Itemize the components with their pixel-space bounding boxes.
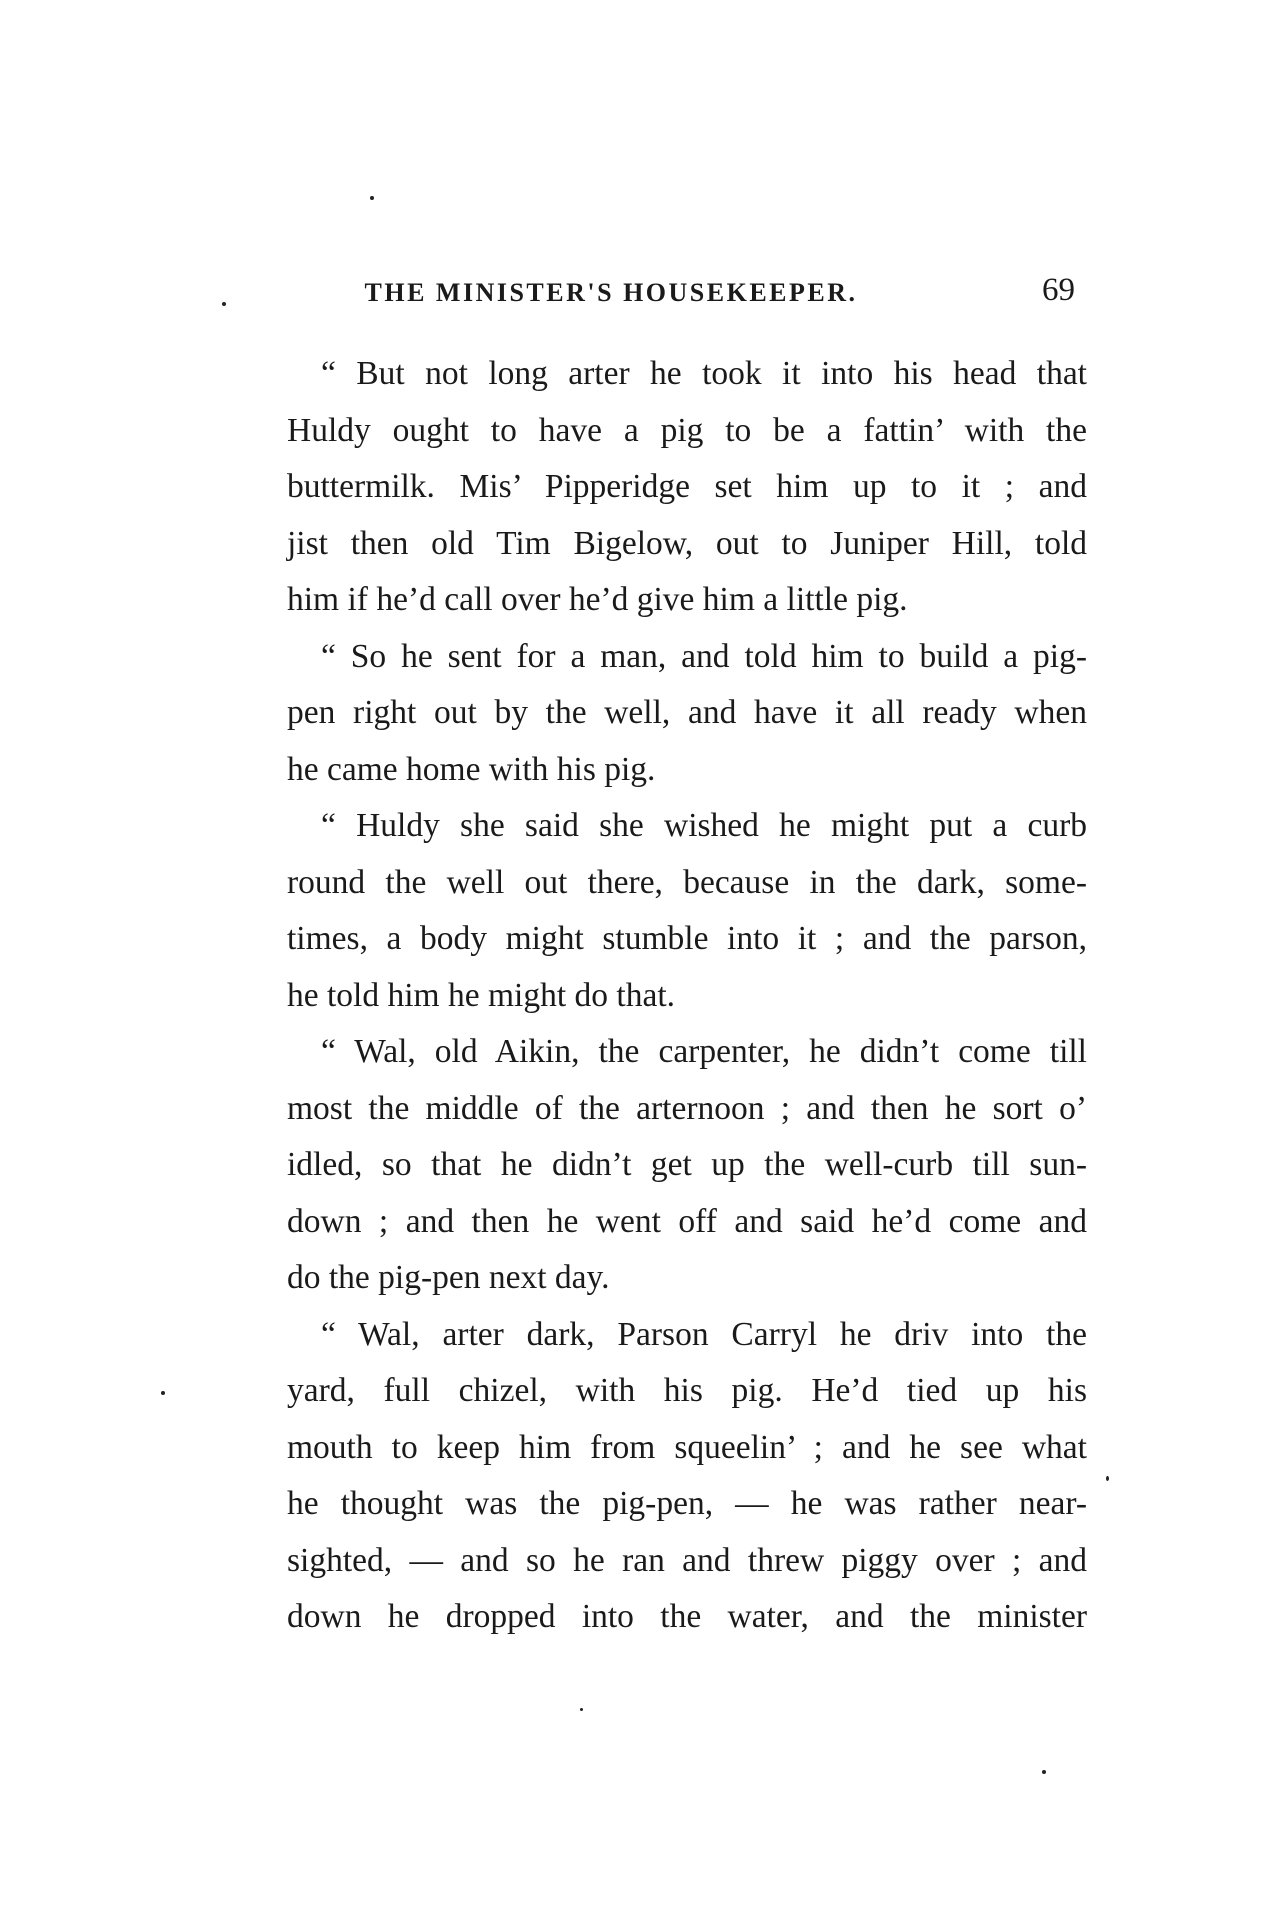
text-line: round the well out there, because in the dark, some- bbox=[287, 863, 1087, 901]
page-number: 69 bbox=[1042, 272, 1075, 308]
text-line: “ Huldy she said she wished he might put a curb bbox=[321, 807, 1087, 844]
text-line: buttermilk. Mis’ Pipperidge set him up to it ; and bbox=[287, 468, 1087, 505]
running-head bbox=[287, 272, 1087, 312]
text-line: mouth to keep him from squeelin’ ; and he see what bbox=[287, 1428, 1087, 1466]
text-line: times, a body might stumble into it ; and the parson, bbox=[287, 920, 1087, 957]
text-line: he told him he might do that. bbox=[287, 976, 675, 1014]
scan-speck bbox=[1042, 1770, 1046, 1774]
text-line: “ But not long arter he took it into his head that bbox=[321, 355, 1087, 392]
text-line: down he dropped into the water, and the minister bbox=[287, 1598, 1087, 1635]
text-line: “ Wal, old Aikin, the carpenter, he didn’t come till bbox=[321, 1033, 1087, 1070]
scan-speck bbox=[161, 1391, 165, 1395]
text-line: he came home with his pig. bbox=[287, 750, 656, 788]
text-line: Huldy ought to have a pig to be a fattin’ with the bbox=[287, 411, 1087, 449]
text-line: he thought was the pig-pen, — he was rather near- bbox=[287, 1485, 1087, 1522]
paragraph bbox=[287, 798, 1087, 1024]
body-text bbox=[287, 346, 1087, 1646]
paragraph bbox=[287, 346, 1087, 629]
scan-speck bbox=[370, 196, 374, 200]
text-line: him if he’d call over he’d give him a little pig. bbox=[287, 581, 908, 618]
scan-speck bbox=[1106, 1476, 1109, 1481]
text-line: “ So he sent for a man, and told him to build a pig- bbox=[321, 637, 1087, 675]
scan-speck bbox=[580, 1708, 583, 1711]
text-line: do the pig-pen next day. bbox=[287, 1259, 610, 1296]
running-title: THE MINISTER'S HOUSEKEEPER. bbox=[364, 278, 858, 307]
paragraph bbox=[287, 1024, 1087, 1307]
text-line: yard, full chizel, with his pig. He’d tied up his bbox=[287, 1372, 1087, 1409]
text-line: “ Wal, arter dark, Parson Carryl he driv into the bbox=[321, 1315, 1087, 1353]
paragraph bbox=[287, 1307, 1087, 1646]
text-line: most the middle of the arternoon ; and then he sort o’ bbox=[287, 1089, 1087, 1127]
text-line: pen right out by the well, and have it all ready when bbox=[287, 694, 1087, 731]
text-line: sighted, — and so he ran and threw piggy over ; and bbox=[287, 1541, 1087, 1579]
text-line: down ; and then he went off and said he’d come and bbox=[287, 1202, 1087, 1240]
text-line: jist then old Tim Bigelow, out to Juniper Hill, told bbox=[287, 524, 1087, 562]
scan-speck bbox=[222, 302, 226, 306]
text-line: idled, so that he didn’t get up the well-curb till sun- bbox=[287, 1146, 1087, 1183]
paragraph bbox=[287, 629, 1087, 799]
